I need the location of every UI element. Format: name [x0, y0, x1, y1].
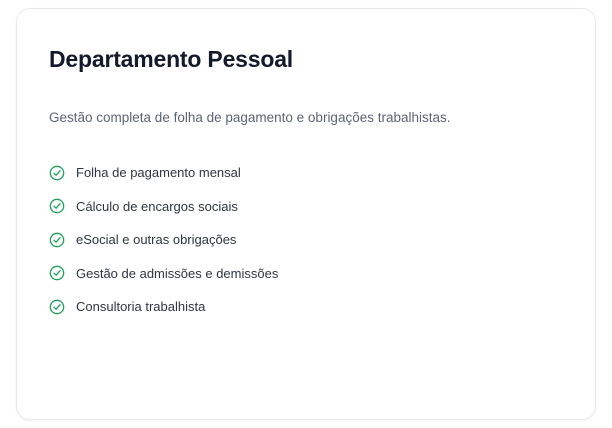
list-item	[49, 298, 563, 315]
list-item-label: Consultoria trabalhista	[76, 299, 206, 314]
check-circle-icon	[49, 165, 65, 181]
service-card	[16, 8, 596, 420]
list-item	[49, 164, 563, 181]
list-item-label: Cálculo de encargos sociais	[76, 198, 238, 214]
feature-list	[49, 164, 563, 315]
list-item	[49, 265, 563, 282]
list-item-label: Gestão de admissões e demissões	[76, 265, 279, 281]
list-item	[49, 198, 563, 215]
list-item-label: eSocial e outras obrigações	[76, 232, 237, 247]
page-title: Departamento Pessoal	[49, 46, 293, 72]
check-circle-icon	[49, 198, 65, 214]
list-item-label: Folha de pagamento mensal	[76, 165, 241, 180]
list-item	[49, 231, 563, 248]
check-circle-icon	[49, 265, 65, 281]
check-circle-icon	[49, 232, 65, 248]
check-circle-icon	[49, 299, 65, 315]
card-content	[17, 9, 595, 343]
card-subtitle: Gestão completa de folha de pagamento e obrigações trabalhistas.	[49, 110, 451, 125]
